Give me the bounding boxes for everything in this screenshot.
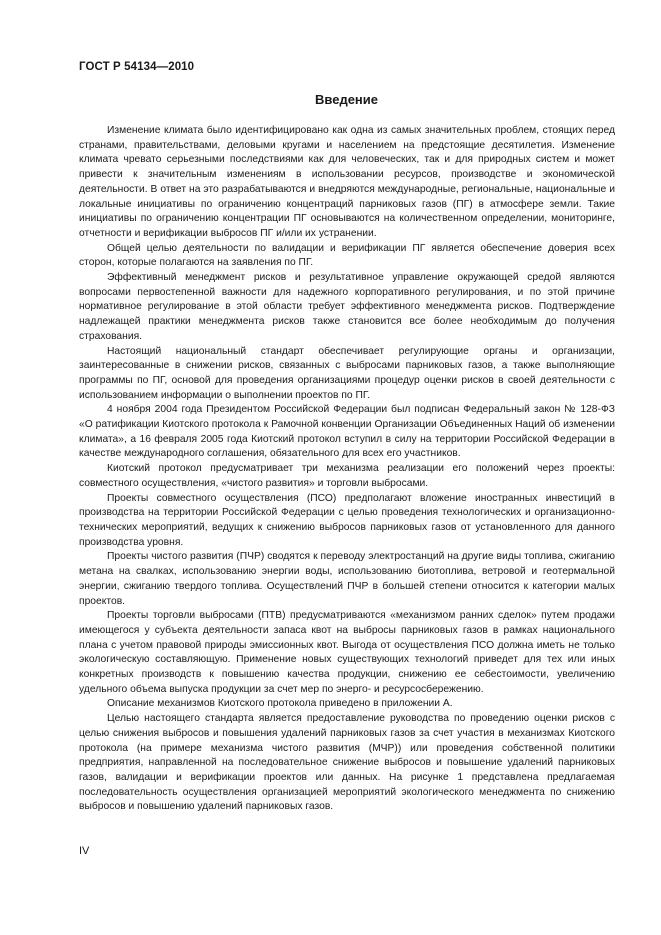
paragraph: Эффективный менеджмент рисков и результативное управление окружающей средой являются вопросами первостепенной важности для надежного корпоративного регулирования, и по этой причине нормативное регулирование в этой области требует эффективного менеджмента рисков. Подтверждение надлежащей практики менеджмента рисков также становится все более необходимым до получения страхования. [79, 272, 615, 342]
paragraph: Киотский протокол предусматривает три механизма реализации его положений через проекты: совместного осуществления, «чистого развития» и торговли выбросами. [79, 463, 615, 489]
paragraph: Настоящий национальный стандарт обеспечивает регулирующие органы и организации, заинтересованные в снижении рисков, связанных с выбросами парниковых газов, а также выполняющие программы по ПГ, основой для проведения организациями процедур оценки рисков в своей деятельности с использованием информации о выполнении проектов по ПГ. [79, 345, 615, 401]
paragraph: Общей целью деятельности по валидации и верификации ПГ является обеспечение доверия всех сторон, которые полагаются на заявления по ПГ. [79, 242, 615, 269]
page-number: IV [79, 845, 90, 857]
paragraph: Целью настоящего стандарта является предоставление руководства по проведению оценки рисков с целью снижения выбросов и повышения удалений парниковых газов за счет участия в механизмах Киотского протокола (на примере механизма чистого развития (МЧР)) или проведения собственной политики предприятия, направленной на последовательное снижение выбросов и повышение удалений парниковых газов, валидации и верификации проектов или данных. На рисунке 1 представлена предлагаемая последовательность осуществления организацией мероприятий экологического менеджмента по снижению выбросов и повышению удалений парниковых газов. [79, 713, 615, 813]
paragraph: Описание механизмов Киотского протокола приведено в приложении А. [107, 698, 453, 710]
paragraph: 4 ноября 2004 года Президентом Российской Федерации был подписан Федеральный закон № 128-ФЗ «О ратификации Киотского протокола к Рамочной конвенции Организации Объединенных Наций об изменении климата», а 16 февраля 2005 года Киотский протокол вступил в силу на территории Российской Федерации в качестве международного соглашения, обязательного для всех его участников. [79, 404, 615, 460]
paragraph: Проекты торговли выбросами (ПТВ) предусматриваются «механизмом ранних сделок» путем продажи имеющегося у субъекта деятельности запаса квот на выбросы парниковых газов в рамках национального плана с учетом правовой природы эмиссионных квот. Выгода от осуществления ПСО должна иметь не только экологическую составляющую. Применение новых существующих технологий приведет для тех или иных конкретных производств к повышению качества продукции, снижению ее себестоимости, увеличению удельного объема выпуска продукции за счет мер по энерго- и ресурсосбережению. [79, 610, 615, 695]
paragraph: Проекты чистого развития (ПЧР) сводятся к переводу электростанций на другие виды топлива, сжиганию метана на свалках, использованию энергии воды, использованию биотоплива, ветровой и геотермальной энергии, сжиганию твердого топлива. Осуществлений ПЧР в большей степени относится к категории малых проектов. [79, 551, 615, 607]
paragraph: Изменение климата было идентифицировано как одна из самых значительных проблем, стоящих перед странами, правительствами, деловыми кругами и населением на предстоящие десятилетия. Изменение климата чревато серьезными последствиями как для человеческих, так и для природных систем и может привести к значительным изменениям в использовании ресурсов, производстве и экономической деятельности. В ответ на это разрабатываются и внедряются международные, региональные, национальные и локальные инициативы по ограничению концентраций парниковых газов (ПГ) в атмосфере земли. Такие инициативы по ограничению концентрации ПГ основываются на количественном определении, мониторинге, отчетности и верификации выбросов ПГ и/или их устранении. [79, 125, 615, 239]
section-title: Введение [315, 92, 378, 107]
paragraph: Проекты совместного осуществления (ПСО) предполагают вложение иностранных инвестиций в производства на территории Российской Федерации с целью проведения технологических и организационно-технических мероприятий, ведущих к снижению выбросов парниковых газов от установленного для данного производства уровня. [79, 492, 615, 548]
document-header: ГОСТ Р 54134—2010 [79, 61, 195, 73]
body-text [79, 124, 615, 815]
